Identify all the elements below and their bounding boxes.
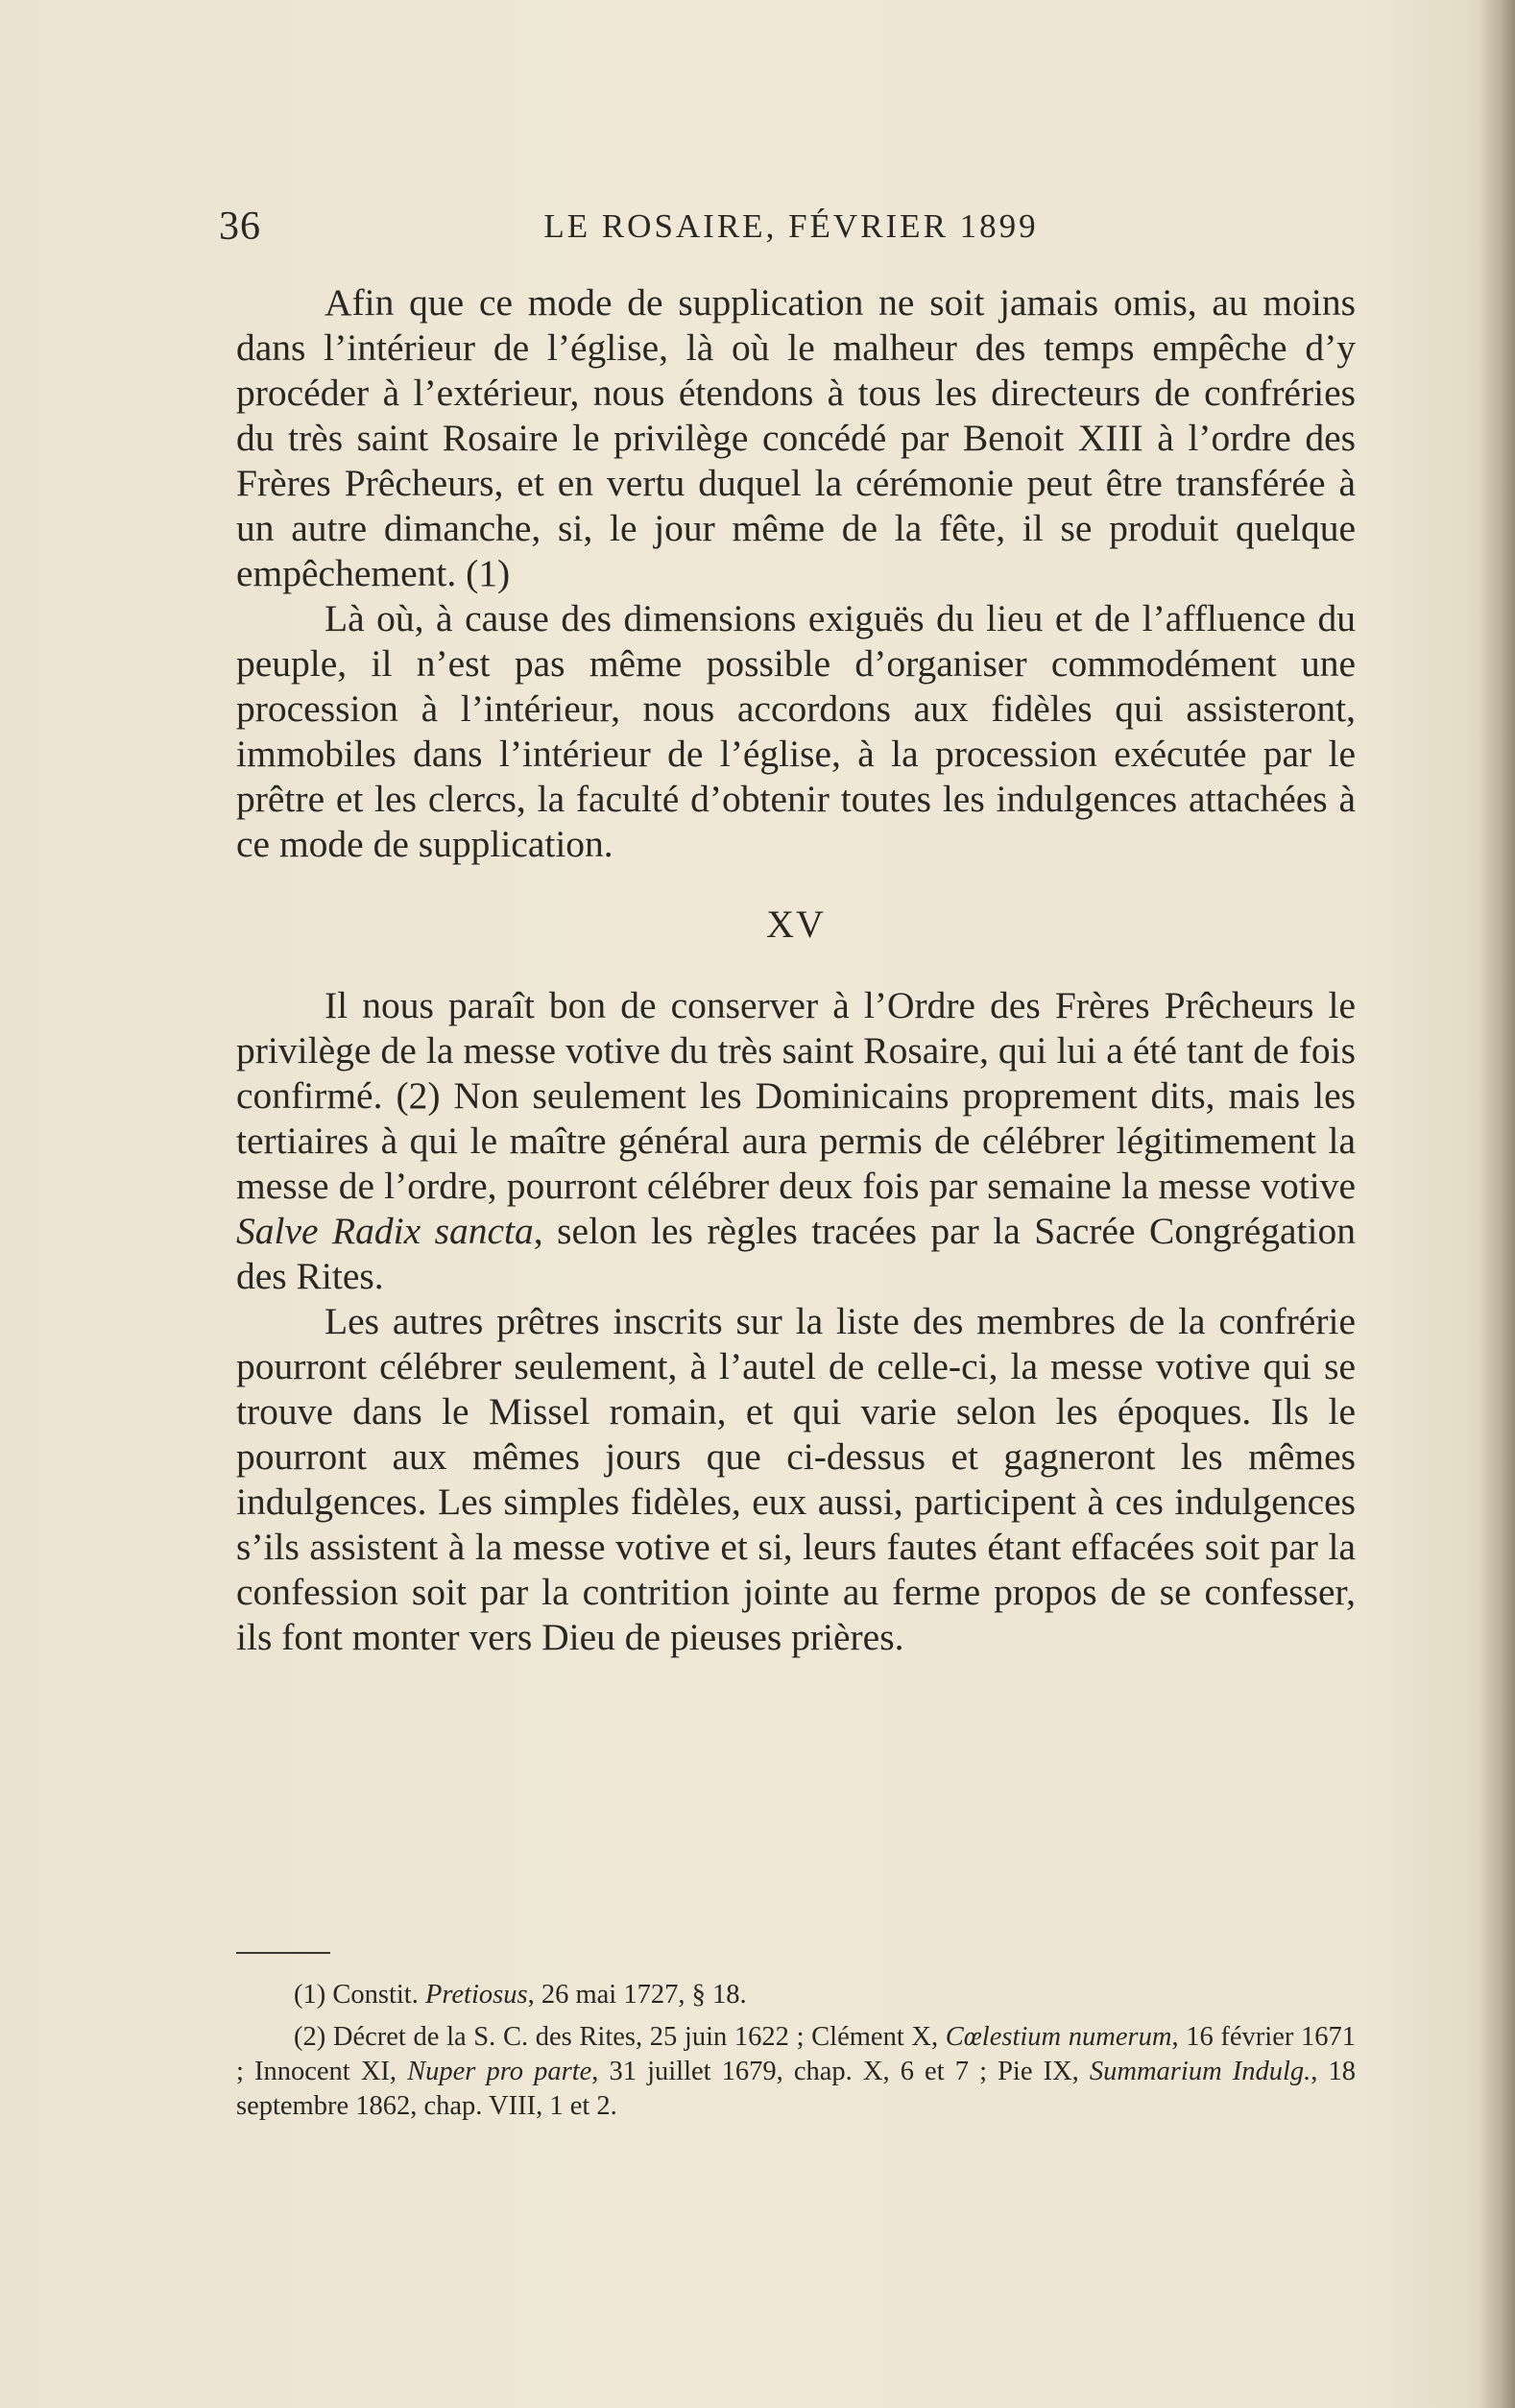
- footnotes: [236, 1978, 1356, 2131]
- footnote-mark: (1): [294, 1980, 326, 2010]
- paragraph-other-priests: Les autres prêtres inscrits sur la liste des membres de la confrérie pourront célébrer seulement, à l’autel de celle-ci, la messe votive qui se trouve dans le Missel romain, et qui varie selon les époques. Ils le pourront aux mêmes jours que ci-dessus et gagneront les mêmes indulgences. Les simples fidèles, eux aussi, participent à ces indulgences s’ils assistent à la messe votive et si, leurs fautes étant effacées soit par la confession soit par la contrition jointe au ferme propos de se confesser, ils font monter vers Dieu de pieuses prières.: [236, 1300, 1356, 1658]
- page-edge-shadow: [1480, 0, 1515, 2408]
- footnote-italic: Summarium Indulg.: [1089, 2057, 1311, 2086]
- page-header: [219, 204, 1363, 261]
- running-title: LE ROSAIRE, FÉVRIER 1899: [543, 207, 1039, 245]
- footnote: [236, 2020, 1356, 2124]
- italic-mass-title: Salve Radix sancta: [236, 1210, 534, 1252]
- paragraph-votive-mass: [236, 983, 1356, 1299]
- footnote-text: Constit.: [332, 1980, 425, 2010]
- footnote-text: Décret de la S. C. des Rites, 25 juin 1622 ; Clément X,: [332, 2022, 946, 2052]
- footnote-text: , 31 juillet 1679, chap. X, 6 et 7 ; Pie IX,: [591, 2057, 1090, 2086]
- footnote-text: , 26 mai 1727, § 18.: [527, 1980, 747, 2010]
- footnote-mark: (2): [294, 2022, 326, 2052]
- section-heading: XV: [766, 903, 826, 946]
- footnote: [236, 1978, 1356, 2012]
- footnote-text: , 16 février 1671 ; Innocent XI,: [236, 2022, 1357, 2086]
- page-number: 36: [219, 205, 261, 249]
- footnote-italic: Pretiosus: [424, 1980, 528, 2010]
- paragraph-procession-privilege: Afin que ce mode de supplication ne soit jamais omis, au moins dans l’intérieur de l’église, là où le malheur des temps empêche d’y procéder à l’extérieur, nous étendons à tous les directeurs de confréries du très saint Rosaire le privilège concédé par Benoit XIII à l’ordre des Frères Prêcheurs, et en vertu duquel la cérémonie peut être transférée à un autre dimanche, si, le jour même de la fête, il se produit quelque empêchement. (1): [236, 281, 1356, 594]
- paragraph-text: , selon les règles tracées par la Sacrée Congrégation des Rites.: [236, 1210, 1356, 1297]
- footnote-italic: Nuper pro parte: [407, 2057, 592, 2086]
- footnote-italic: Cœlestium numerum: [945, 2022, 1172, 2052]
- paragraph-procession-interior: Là où, à cause des dimensions exiguës du lieu et de l’affluence du peuple, il n’est pas même possible d’organiser commodément une procession à l’intérieur, nous accordons aux fidèles qui assisteront, immobiles dans l’intérieur de l’église, à la procession exécutée par le prêtre et les clercs, la faculté d’obtenir toutes les indulgences attachées à ce mode de supplication.: [236, 597, 1356, 865]
- footnote-divider: [236, 1952, 330, 1954]
- main-text: [236, 280, 1356, 1660]
- paragraph-text: Il nous paraît bon de conserver à l’Ordre des Frères Prêcheurs le privilège de la messe votive du très saint Rosaire, qui lui a été tant de fois confirmé. (2) Non seulement les Dominicains proprement dits, mais les tertiaires à qui le maître général aura permis de célébrer légitimement la messe de l’ordre, pourront célébrer deux fois par semaine la messe votive: [236, 984, 1356, 1207]
- footnote-text: , 18 septembre 1862, chap. VIII, 1 et 2.: [236, 2057, 1357, 2121]
